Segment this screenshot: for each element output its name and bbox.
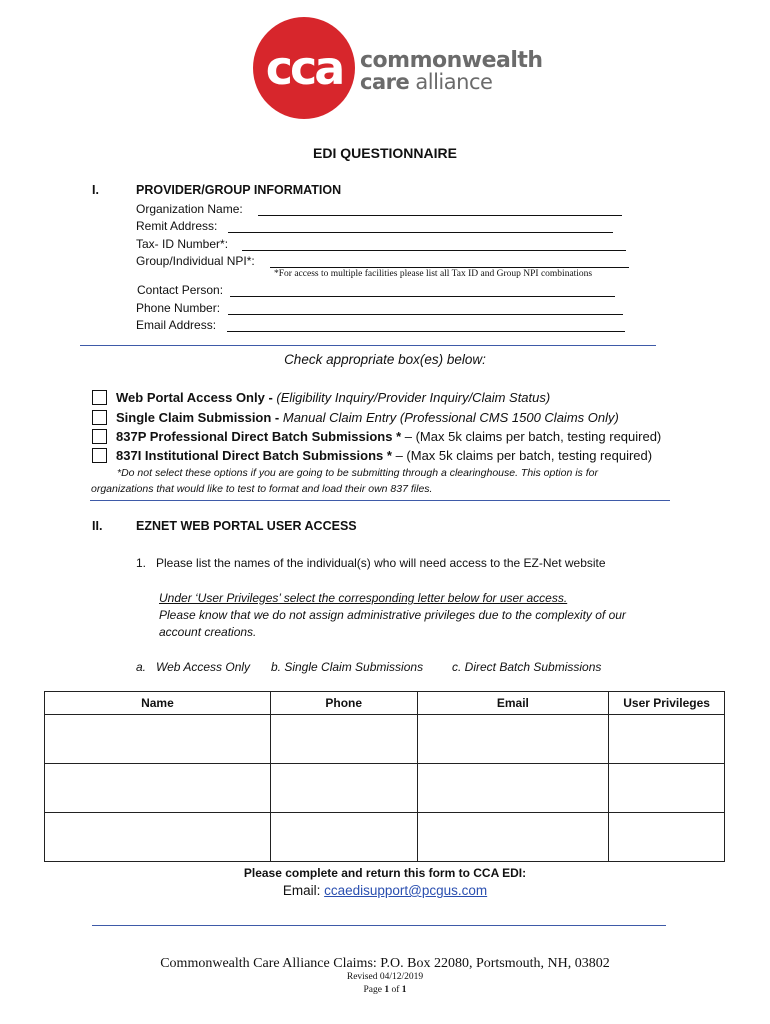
col-header-user-privileges: User Privileges — [609, 692, 725, 715]
revision-date: Revised 04/12/2019 — [346, 972, 424, 982]
email-cell[interactable] — [417, 715, 609, 764]
privilege-option-c: c. Direct Batch Submissions — [452, 660, 602, 674]
email-address-label: Email Address: — [136, 318, 217, 332]
email-cell[interactable] — [417, 813, 609, 862]
email-link[interactable]: ccaedisupport@pcgus.com — [324, 883, 488, 898]
web-portal-checkbox[interactable] — [92, 390, 107, 405]
logo-brand-line2: care alliance — [360, 70, 493, 94]
table-row — [45, 764, 725, 813]
table-header-row — [45, 692, 725, 715]
section1-numeral: I. — [92, 183, 99, 197]
privileges-instruction: Under ‘User Privileges’ select the corresponding letter below for user access. — [159, 591, 568, 605]
email-address-field[interactable] — [227, 318, 625, 332]
user-access-table — [44, 691, 725, 862]
col-header-name: Name — [45, 692, 271, 715]
contact-person-field[interactable] — [230, 283, 615, 297]
single-claim-option: Single Claim Submission - Manual Claim Entry (Professional CMS 1500 Claims Only) — [116, 410, 619, 425]
table-row — [45, 715, 725, 764]
return-email: Email: ccaedisupport@pcgus.com — [282, 883, 488, 898]
email-cell[interactable] — [417, 764, 609, 813]
return-instructions: Please complete and return this form to CCA EDI: — [243, 866, 527, 880]
privileges-cell[interactable] — [609, 813, 725, 862]
section-divider — [80, 345, 656, 346]
phone-cell[interactable] — [270, 764, 417, 813]
privileges-cell[interactable] — [609, 764, 725, 813]
page-title: EDI QUESTIONNAIRE — [313, 145, 457, 161]
web-portal-option: Web Portal Access Only - (Eligibility Inquiry/Provider Inquiry/Claim Status) — [116, 390, 551, 405]
logo-mark-text: cca — [265, 41, 343, 95]
col-header-email: Email — [417, 692, 609, 715]
837p-checkbox[interactable] — [92, 429, 107, 444]
837p-option: 837P Professional Direct Batch Submissions * – (Max 5k claims per batch, testing required) — [116, 429, 662, 444]
privileges-note-line1: Please know that we do not assign administrative privileges due to the complexity of our — [159, 608, 626, 622]
org-name-field[interactable] — [258, 202, 622, 216]
col-header-phone: Phone — [270, 692, 417, 715]
cca-logo-mark — [253, 17, 355, 119]
name-cell[interactable] — [45, 715, 271, 764]
single-claim-checkbox[interactable] — [92, 410, 107, 425]
name-cell[interactable] — [45, 764, 271, 813]
clearinghouse-note-line2: organizations that would like to test to format and load their own 837 files. — [91, 483, 433, 495]
tax-npi-note: *For access to multiple facilities please list all Tax ID and Group NPI combinations — [274, 269, 593, 279]
phone-number-field[interactable] — [228, 301, 623, 315]
org-name-label: Organization Name: — [136, 202, 243, 216]
remit-address-field[interactable] — [228, 219, 613, 233]
check-boxes-heading: Check appropriate box(es) below: — [284, 352, 486, 367]
npi-field[interactable] — [270, 254, 629, 268]
phone-cell[interactable] — [270, 813, 417, 862]
npi-label: Group/Individual NPI*: — [136, 254, 255, 268]
phone-number-label: Phone Number: — [136, 301, 221, 315]
access-instructions: 1. Please list the names of the individual(s) who will need access to the EZ-Net website — [136, 556, 606, 570]
section-divider-2 — [90, 500, 670, 501]
clearinghouse-note-line1: *Do not select these options if you are going to be submitting through a clearinghouse. This option is for — [117, 467, 598, 479]
tax-id-field[interactable] — [242, 237, 626, 251]
837i-option: 837I Institutional Direct Batch Submissions * – (Max 5k claims per batch, testing required) — [116, 448, 653, 463]
contact-person-label: Contact Person: — [137, 283, 224, 297]
mailing-address: Commonwealth Care Alliance Claims: P.O. Box 22080, Portsmouth, NH, 03802 — [160, 956, 610, 971]
footer-divider — [92, 925, 666, 926]
tax-id-label: Tax- ID Number*: — [136, 237, 229, 251]
section2-heading: EZNET WEB PORTAL USER ACCESS — [136, 519, 357, 533]
phone-cell[interactable] — [270, 715, 417, 764]
privilege-option-a: a. Web Access Only — [136, 660, 251, 674]
page-number: Page 1 of 1 — [363, 985, 407, 995]
remit-address-label: Remit Address: — [136, 219, 218, 233]
privileges-cell[interactable] — [609, 715, 725, 764]
837i-checkbox[interactable] — [92, 448, 107, 463]
privileges-note-line2: account creations. — [159, 625, 257, 639]
section1-heading: PROVIDER/GROUP INFORMATION — [136, 183, 342, 197]
table-row — [45, 813, 725, 862]
logo-brand-line1: commonwealth — [360, 48, 543, 73]
privilege-option-b: b. Single Claim Submissions — [271, 660, 424, 674]
name-cell[interactable] — [45, 813, 271, 862]
section2-numeral: II. — [92, 519, 103, 533]
